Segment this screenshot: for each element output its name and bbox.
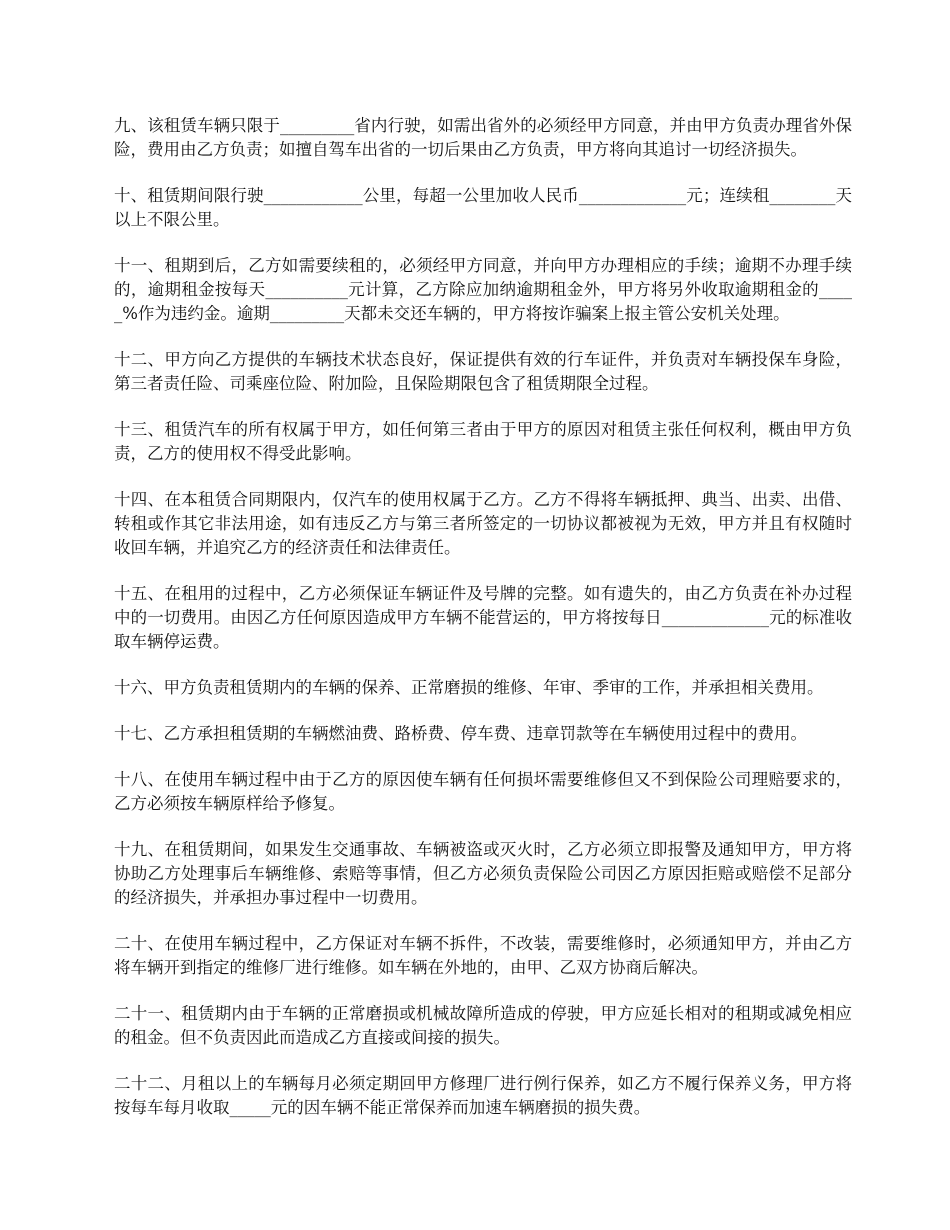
clause-11: 十一、租期到后，乙方如需要续租的，必须经甲方同意，并向甲方办理相应的手续；逾期不办理手续的，逾期租金按每天__________元计算，乙方除应加纳逾期租金外，甲方将另外收取逾期租金的_____%作为违约金。逾期_________天都未交还车辆的，甲方将按诈骗案上报主管公安机关处理。 (114, 256, 852, 323)
clause-10: 十、租赁期间限行驶____________公里，每超一公里加收人民币_____________元；连续租________天以上不限公里。 (114, 186, 852, 229)
document-body (114, 114, 852, 1142)
clause-21: 二十一、租赁期内由于车辆的正常磨损或机械故障所造成的停驶，甲方应延长相对的租期或减免相应的租金。但不负责因此而造成乙方直接或间接的损失。 (114, 1004, 852, 1047)
clause-19: 十九、在租赁期间，如果发生交通事故、车辆被盗或灭火时，乙方必须立即报警及通知甲方，甲方将协助乙方处理事后车辆维修、索赔等事情，但乙方必须负责保险公司因乙方原因拒赔或赔偿不足部分的经济损失，并承担办事过程中一切费用。 (114, 840, 852, 907)
clause-17: 十七、乙方承担租赁期的车辆燃油费、路桥费、停车费、违章罚款等在车辆使用过程中的费用。 (114, 724, 807, 743)
clause-9: 九、该租赁车辆只限于_________省内行驶，如需出省外的必须经甲方同意，并由甲方负责办理省外保险，费用由乙方负责；如擅自驾车出省的一切后果由乙方负责，甲方将向其追讨一切经济损失。 (114, 116, 852, 159)
clause-13: 十三、租赁汽车的所有权属于甲方，如任何第三者由于甲方的原因对租赁主张任何权利，概由甲方负责，乙方的使用权不得受此影响。 (114, 420, 852, 463)
clause-12: 十二、甲方向乙方提供的车辆技术状态良好，保证提供有效的行车证件，并负责对车辆投保车身险，第三者责任险、司乘座位险、附加险，且保险期限包含了租赁期限全过程。 (114, 350, 852, 393)
clause-20: 二十、在使用车辆过程中，乙方保证对车辆不拆件，不改装，需要维修时，必须通知甲方，并由乙方将车辆开到指定的维修厂进行维修。如车辆在外地的，由甲、乙双方协商后解决。 (114, 934, 852, 977)
clause-14: 十四、在本租赁合同期限内，仅汽车的使用权属于乙方。乙方不得将车辆抵押、典当、出卖、出借、转租或作其它非法用途，如有违反乙方与第三者所签定的一切协议都被视为无效，甲方并且有权随时收回车辆，并追究乙方的经济责任和法律责任。 (114, 490, 852, 557)
clause-16: 十六、甲方负责租赁期内的车辆的保养、正常磨损的维修、年审、季审的工作，并承担相关费用。 (114, 678, 824, 697)
clause-15: 十五、在租用的过程中，乙方必须保证车辆证件及号牌的完整。如有遗失的，由乙方负责在补办过程中的一切费用。由因乙方任何原因造成甲方车辆不能营运的，甲方将按每日_____________元的标准收取车辆停运费。 (114, 584, 852, 651)
clause-18: 十八、在使用车辆过程中由于乙方的原因使车辆有任何损坏需要维修但又不到保险公司理赔要求的，乙方必须按车辆原样给予修复。 (114, 770, 852, 813)
clause-22: 二十二、月租以上的车辆每月必须定期回甲方修理厂进行例行保养，如乙方不履行保养义务，甲方将按每车每月收取_____元的因车辆不能正常保养而加速车辆磨损的损失费。 (114, 1074, 852, 1117)
